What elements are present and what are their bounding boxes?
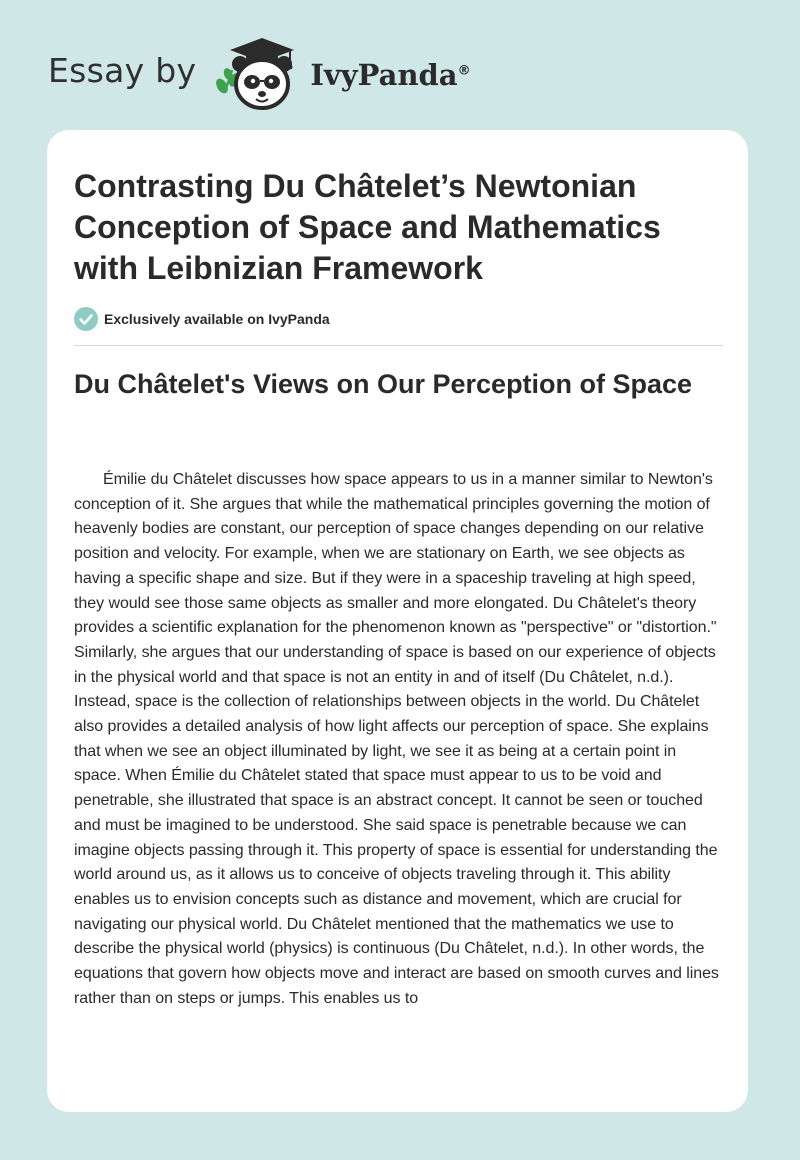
check-circle-icon	[74, 307, 98, 331]
brand-header	[48, 34, 508, 114]
registered-mark: ®	[457, 63, 471, 79]
divider	[74, 345, 723, 346]
badge-text: Exclusively available on IvyPanda	[104, 311, 330, 327]
essay-card	[47, 130, 748, 1112]
ivypanda-logo-icon	[210, 34, 306, 114]
brand-name	[310, 58, 470, 92]
exclusive-badge	[74, 306, 330, 332]
section-heading: Du Châtelet's Views on Our Perception of Space	[74, 369, 693, 399]
brand-prefix: Essay by	[48, 50, 197, 90]
essay-paragraph: Émilie du Châtelet discusses how space appears to us in a manner similar to Newton's conception of it. She argues that while the mathematical principles governing the motion of heavenly bodies are constant, our perception of space changes depending on our relative position and velocity. For example, when we are stationary on Earth, we see objects as having a specific shape and size. But if they were in a spaceship traveling at high speed, they would see those same objects as smaller and more elongated. Du Châtelet's theory provides a scientific explanation for the phenomenon known as "perspective" or "distortion." Similarly, she argues that our understanding of space is based on our experience of objects in the physical world and that space is not an entity in and of itself (Du Châtelet, n.d.). Instead, space is the collection of relationships between objects in the world. Du Châtelet also provides a detailed analysis of how light affects our perception of space. She explains that when we see an object illuminated by light, we see it as being at a certain point in space. When Émilie du Châtelet stated that space must appear to us to be void and penetrable, she illustrated that space is an abstract concept. It cannot be seen or touched and must be imagined to be understood. She said space is penetrable because we can imagine objects passing through it. This property of space is essential for understanding the world around us, as it allows us to conceive of objects traveling through it. This ability enables us to envision concepts such as distance and movement, which are crucial for navigating our physical world. Du Châtelet mentioned that the mathematics we use to describe the physical world (physics) is continuous (Du Châtelet, n.d.). In other words, the equations that govern how objects move and interact are based on smooth curves and lines rather than on steps or jumps. This enables us to	[74, 471, 719, 1007]
essay-title: Contrasting Du Châtelet’s Newtonian Conception of Space and Mathematics with Leibnizian Framework	[74, 168, 661, 286]
brand-name-text: IvyPanda	[310, 58, 458, 92]
